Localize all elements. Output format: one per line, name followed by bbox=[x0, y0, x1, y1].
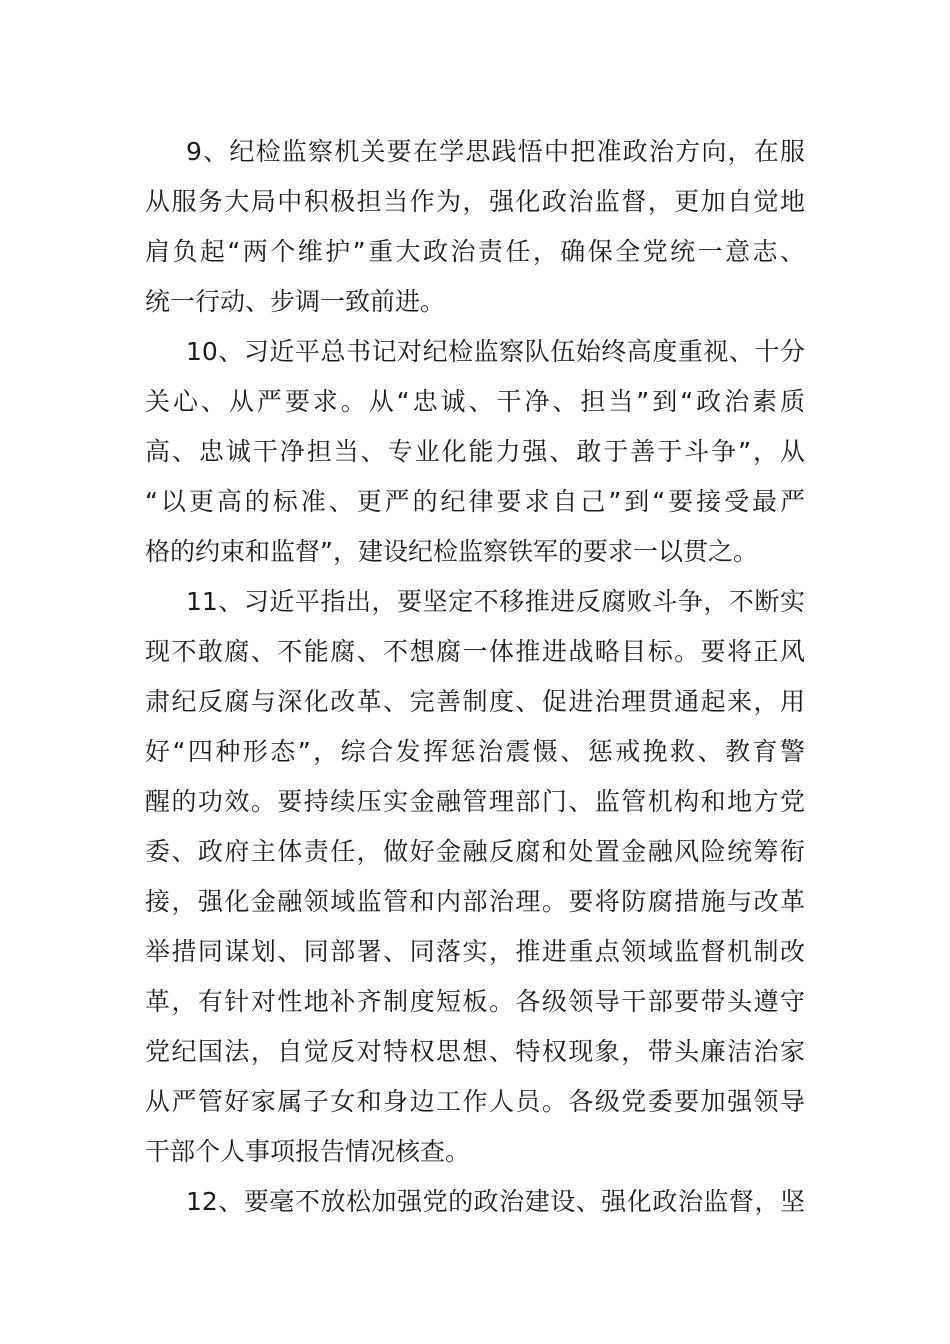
paragraph-10-line-5: 格的约束和监督”，建设纪检监察铁军的要求一以贯之。 bbox=[145, 537, 758, 566]
paragraph-11-line-1: 11、习近平指出，要坚定不移推进反腐败斗争，不断实 bbox=[186, 587, 805, 616]
paragraph-11-line-2: 现不敢腐、不能腐、不想腐一体推进战略目标。要将正风 bbox=[145, 637, 805, 666]
paragraph-11-line-4: 好“四种形态”，综合发挥惩治震慑、惩戒挽救、教育警 bbox=[145, 737, 805, 766]
paragraph-11-line-5: 醒的功效。要持续压实金融管理部门、监管机构和地方党 bbox=[145, 787, 805, 816]
paragraph-10-line-1: 10、习近平总书记对纪检监察队伍始终高度重视、十分 bbox=[186, 337, 805, 366]
paragraph-11-line-12: 干部个人事项报告情况核查。 bbox=[145, 1137, 471, 1166]
paragraph-12-line-1: 12、要毫不放松加强党的政治建设、强化政治监督，坚 bbox=[186, 1187, 805, 1216]
paragraph-11-line-3: 肃纪反腐与深化改革、完善制度、促进治理贯通起来，用 bbox=[145, 687, 805, 716]
paragraph-9-line-3: 肩负起“两个维护”重大政治责任，确保全党统一意志、 bbox=[145, 237, 805, 266]
paragraph-11-line-6: 委、政府主体责任，做好金融反腐和处置金融风险统筹衔 bbox=[145, 837, 805, 866]
paragraph-10-line-2: 关心、从严要求。从“忠诚、干净、担当”到“政治素质 bbox=[145, 387, 805, 416]
paragraph-11-line-10: 党纪国法，自觉反对特权思想、特权现象，带头廉洁治家 bbox=[145, 1037, 805, 1066]
paragraph-9-line-2: 从服务大局中积极担当作为，强化政治监督，更加自觉地 bbox=[145, 187, 805, 216]
paragraph-11-line-8: 举措同谋划、同部署、同落实，推进重点领域监督机制改 bbox=[145, 937, 805, 966]
paragraph-9-line-1: 9、纪检监察机关要在学思践悟中把准政治方向，在服 bbox=[186, 137, 805, 166]
paragraph-11-line-9: 革，有针对性地补齐制度短板。各级领导干部要带头遵守 bbox=[145, 987, 805, 1016]
paragraph-9-line-4: 统一行动、步调一致前进。 bbox=[145, 287, 446, 316]
paragraph-11-line-11: 从严管好家属子女和身边工作人员。各级党委要加强领导 bbox=[145, 1087, 805, 1116]
paragraph-10-line-3: 高、忠诚干净担当、专业化能力强、敢于善于斗争”，从 bbox=[145, 437, 805, 466]
paragraph-11-line-7: 接，强化金融领域监管和内部治理。要将防腐措施与改革 bbox=[145, 887, 805, 916]
paragraph-10-line-4: “以更高的标准、更严的纪律要求自己”到“要接受最严 bbox=[145, 487, 805, 516]
